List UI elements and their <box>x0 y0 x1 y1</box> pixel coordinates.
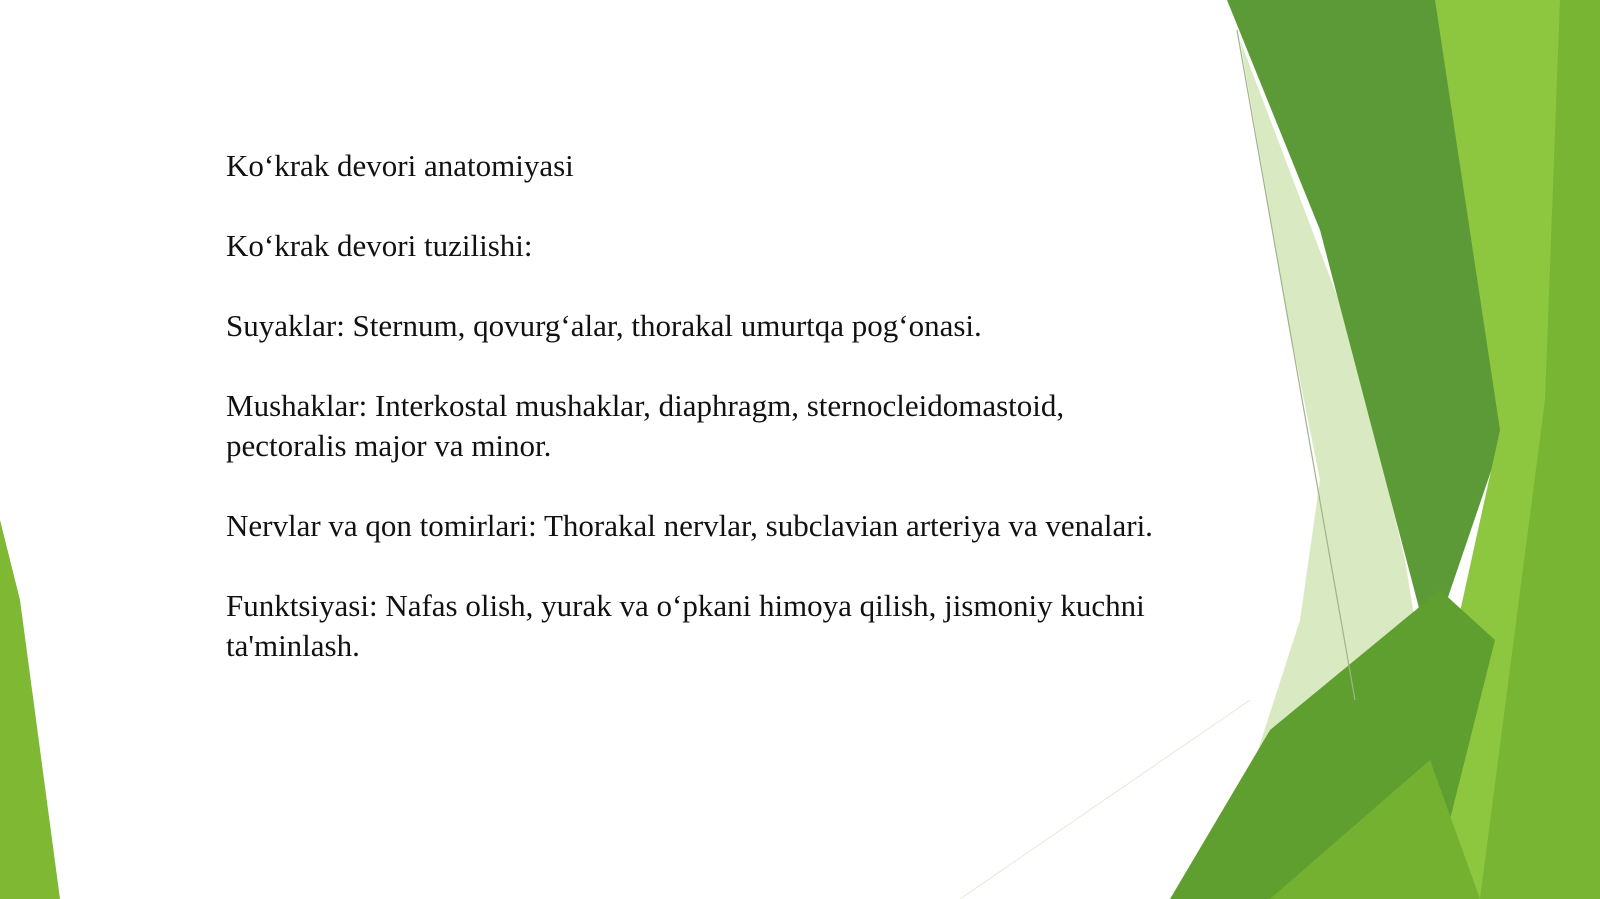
section-heading: Ko‘krak devori tuzilishi: <box>226 228 533 263</box>
muscles-paragraph: Mushaklar: Interkostal mushaklar, diaphragm, sternocleidomastoid, pectoralis major va minor. <box>226 388 1065 463</box>
function-paragraph: Funktsiyasi: Nafas olish, yurak va o‘pkani himoya qilish, jismoniy kuchni ta'minlash. <box>226 588 1145 663</box>
bones-paragraph: Suyaklar: Sternum, qovurg‘alar, thorakal umurtqa pog‘onasi. <box>226 308 982 343</box>
slide-body <box>226 146 1156 666</box>
slide-title: Ko‘krak devori anatomiyasi <box>226 148 574 183</box>
deco-left-green <box>0 520 60 899</box>
nerves-vessels-paragraph: Nervlar va qon tomirlari: Thorakal nervlar, subclavian arteriya va venalari. <box>226 508 1153 543</box>
